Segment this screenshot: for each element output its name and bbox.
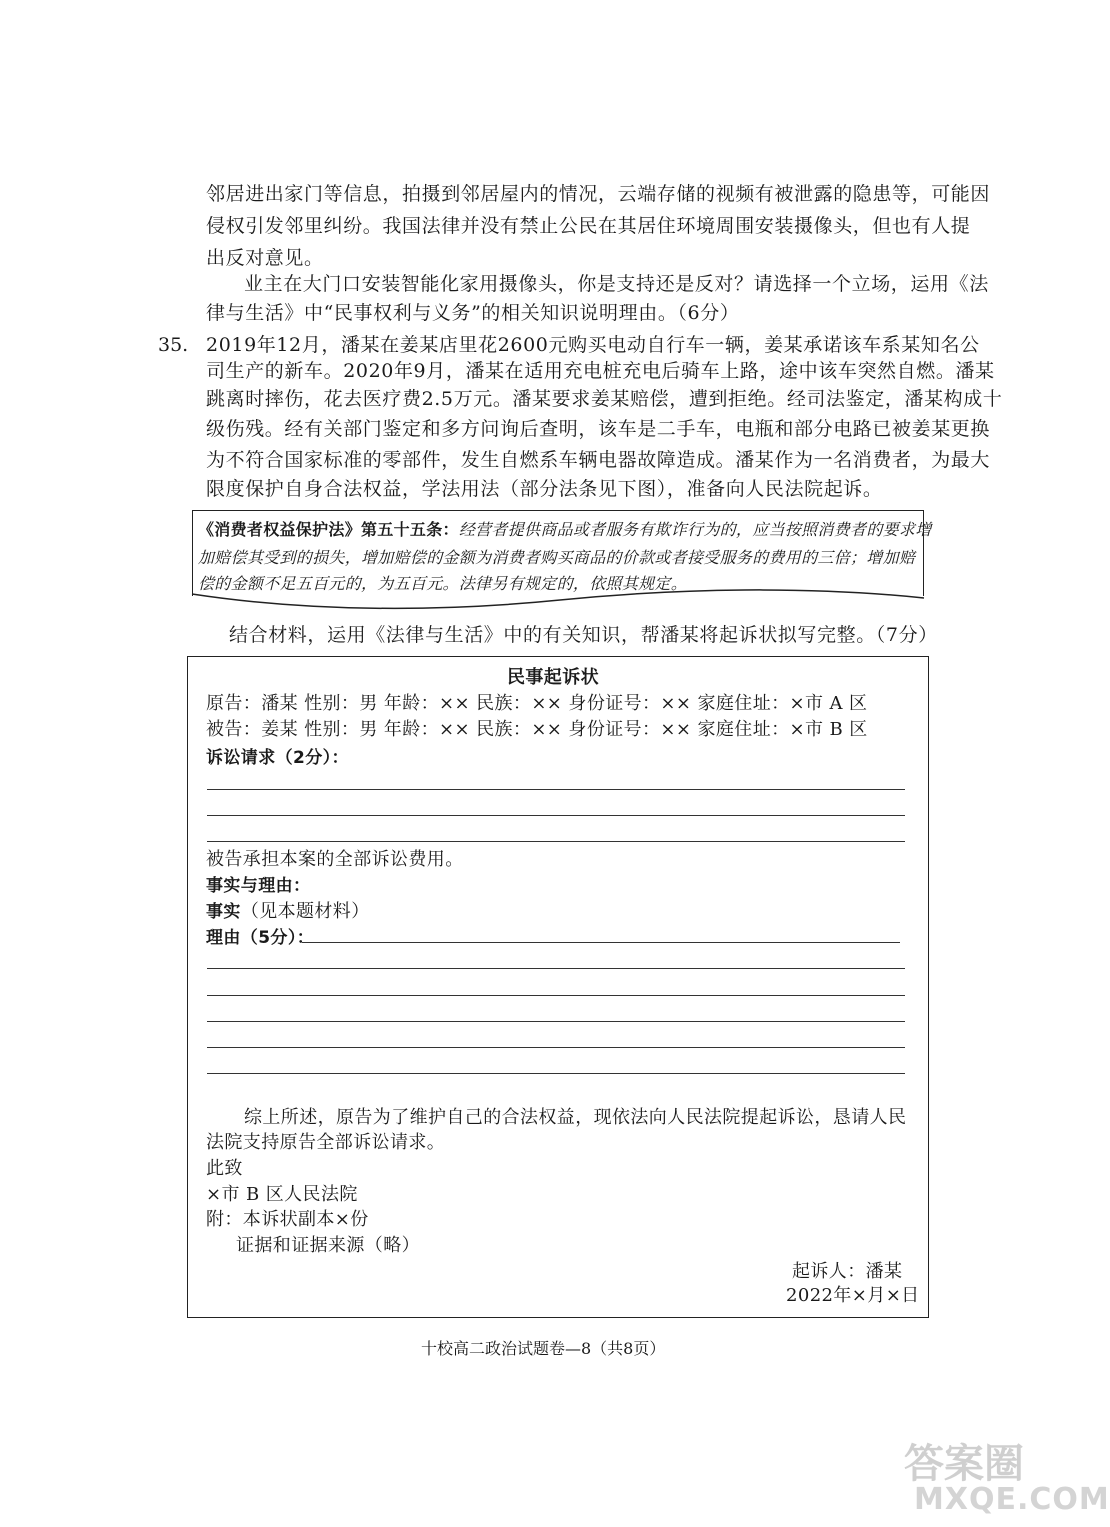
signer: 起诉人：潘某 — [792, 1261, 903, 1282]
page-footer: 十校高二政治试题卷—8（共8页） — [421, 1339, 666, 1358]
claims-label: 诉讼请求（2分）： — [206, 748, 349, 768]
salutation: 此致 — [206, 1158, 243, 1179]
watermark-logo: 答案圈 — [904, 1441, 1024, 1487]
q34-prompt-line-2: 律与生活》中“民事权利与义务”的相关知识说明理由。（6分） — [206, 302, 740, 324]
complaint-date: 2022年×月×日 — [786, 1285, 920, 1306]
q35-line-6: 限度保护自身合法权益，学法用法（部分法条见下图），准备向人民法院起诉。 — [206, 478, 883, 500]
complaint-form-title: 民事起诉状 — [507, 667, 599, 688]
reasons-answer-line-1[interactable] — [302, 942, 900, 943]
intro-line-1: 邻居进出家门等信息，拍摄到邻居屋内的情况，云端存储的视频有被泄露的隐患等，可能因 — [206, 183, 991, 205]
law-excerpt-line-1 — [198, 517, 932, 543]
law-excerpt-line-3: 偿的金额不足五百元的，为五百元。法律另有规定的，依照其规定。 — [198, 574, 688, 593]
q35-line-2: 司生产的新车。2020年9月，潘某在适用充电桩充电后骑车上路，途中该车突然自燃。潘某 — [206, 360, 995, 382]
defendant-info: 被告：姜某 性别：男 年龄：×× 民族：×× 身份证号：×× 家庭住址：×市 B 区 — [206, 719, 868, 740]
q35-line-4: 级伤残。经有关部门鉴定和多方问询后查明，该车是二手车，电瓶和部分电路已被姜某更换 — [206, 418, 991, 440]
q35-line-3: 跳离时摔伤，花去医疗费2.5万元。潘某要求姜某赔偿，遭到拒绝。经司法鉴定，潘某构成十 — [206, 388, 1003, 410]
reasons-label: 理由（5分）： — [206, 928, 315, 948]
q35-line-5: 为不符合国家标准的零部件，发生自燃系车辆电器故障造成。潘某作为一名消费者，为最大 — [206, 449, 991, 471]
law-excerpt-line-2: 加赔偿其受到的损失，增加赔偿的金额为消费者购买商品的价款或者接受服务的费用的三倍；增加赔 — [198, 548, 916, 567]
conclusion-line-2: 法院支持原告全部诉讼请求。 — [206, 1132, 446, 1153]
reasons-answer-line-6[interactable] — [207, 1073, 905, 1074]
law-excerpt-line-1-text: 经营者提供商品或者服务有欺诈行为的，应当按照消费者的要求增 — [458, 520, 932, 539]
court-name: ×市 B 区人民法院 — [206, 1184, 358, 1205]
task-instruction: 结合材料，运用《法律与生活》中的有关知识，帮潘某将起诉状拟写完整。（7分） — [229, 624, 938, 646]
attachment-line: 附：本诉状副本×份 — [206, 1209, 369, 1230]
evidence-line: 证据和证据来源（略） — [236, 1235, 420, 1256]
claims-answer-line-3[interactable] — [207, 841, 905, 842]
reasons-answer-line-5[interactable] — [207, 1047, 905, 1048]
reasons-answer-line-3[interactable] — [207, 995, 905, 996]
costs-line: 被告承担本案的全部诉讼费用。 — [206, 849, 464, 870]
intro-line-3: 出反对意见。 — [206, 247, 324, 269]
reasons-answer-line-4[interactable] — [207, 1021, 905, 1022]
q35-line-1: 2019年12月，潘某在姜某店里花2600元购买电动自行车一辆，姜某承诺该车系某知名公 — [206, 334, 980, 356]
facts-reasons-label: 事实与理由： — [206, 876, 311, 896]
watermark-url: MXQE.COM — [914, 1482, 1110, 1517]
claims-answer-line-1[interactable] — [207, 789, 905, 790]
reasons-answer-line-2[interactable] — [207, 968, 905, 969]
claims-answer-line-2[interactable] — [207, 815, 905, 816]
q35-number: 35. — [158, 334, 189, 356]
q34-prompt-line-1: 业主在大门口安装智能化家用摄像头，你是支持还是反对？请选择一个立场，运用《法 — [244, 273, 989, 295]
facts-label: 事实 — [206, 902, 241, 922]
facts-line — [206, 900, 370, 924]
plaintiff-info: 原告：潘某 性别：男 年龄：×× 民族：×× 身份证号：×× 家庭住址：×市 A 区 — [206, 693, 868, 714]
facts-note: （见本题材料） — [240, 901, 370, 922]
conclusion-line-1: 综上所述，原告为了维护自己的合法权益，现依法向人民法院提起诉讼，恳请人民 — [244, 1107, 907, 1128]
law-excerpt-title: 《消费者权益保护法》第五十五条： — [198, 520, 459, 539]
intro-line-2: 侵权引发邻里纠纷。我国法律并没有禁止公民在其居住环境周围安装摄像头，但也有人提 — [206, 215, 971, 237]
